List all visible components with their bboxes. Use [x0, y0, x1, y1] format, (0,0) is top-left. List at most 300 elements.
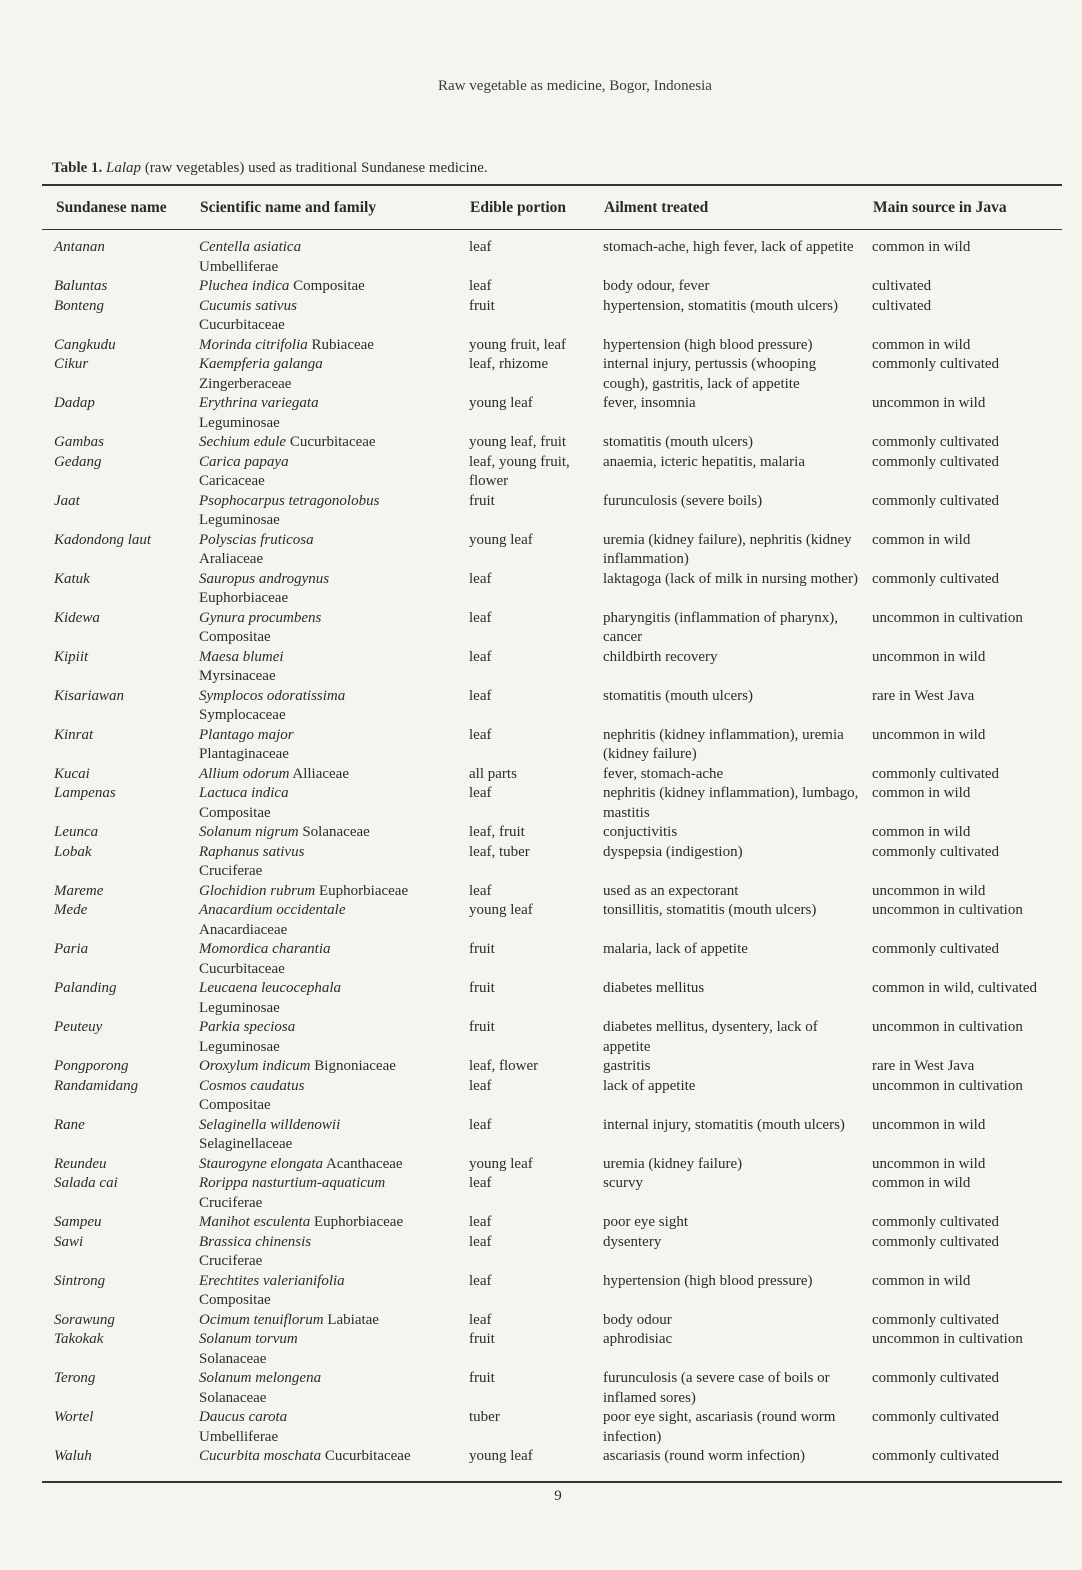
family-name: Myrsinaceae: [199, 668, 276, 684]
family-name: Solanaceae: [199, 1350, 267, 1367]
family-name: Araliaceae: [199, 551, 264, 567]
ailment-cell: used as an expectorant: [603, 882, 739, 899]
table-label: Table 1.: [52, 160, 103, 176]
sundanese-name-cell: Antanan: [54, 239, 105, 255]
family-name: Compositae: [199, 1097, 271, 1113]
edible-portion-cell: leaf, flower: [469, 1058, 539, 1074]
edible-portion-cell: fruit: [469, 1331, 495, 1347]
species-name: Parkia speciosa: [199, 1019, 296, 1035]
species-name: Manihot esculenta: [199, 1214, 311, 1230]
family-name: Leguminosae: [199, 999, 280, 1016]
sundanese-name-cell: Reundeu: [54, 1155, 107, 1172]
table-row: [0, 882, 1082, 902]
species-name: Solanum nigrum: [199, 824, 299, 840]
scientific-name-cell: [199, 453, 461, 492]
table-row: [0, 1174, 1082, 1213]
table-header: [0, 199, 1082, 221]
main-source-cell: common in wild: [872, 531, 971, 548]
ailment-cell: conjuctivitis: [603, 824, 678, 840]
family-name: Labiatae: [327, 1311, 379, 1328]
species-name: Allium odorum: [199, 765, 290, 782]
main-source-cell: uncommon in wild: [872, 1155, 986, 1172]
scientific-name-cell: [199, 1311, 461, 1331]
main-source-cell: commonly cultivated: [872, 434, 1000, 450]
table-row: [0, 940, 1082, 979]
ailment-cell: pharyngitis (inflammation of pharynx), cancer: [603, 609, 838, 645]
edible-portion-cell: young leaf: [469, 531, 533, 548]
species-name: Daucus carota: [199, 1409, 288, 1425]
main-source-cell: cultivated: [872, 278, 932, 294]
edible-portion-cell: leaf: [469, 1311, 492, 1328]
sundanese-name-cell: Kucai: [54, 765, 90, 782]
main-source-cell: commonly cultivated: [872, 1448, 1000, 1464]
scientific-name-cell: [199, 394, 461, 433]
table-row: [0, 1311, 1082, 1331]
ailment-cell: nephritis (kidney inflammation), uremia (kidney failure): [603, 726, 844, 762]
species-name: Glochidion rubrum: [199, 882, 316, 899]
table-row: [0, 843, 1082, 882]
scientific-name-cell: [199, 1174, 461, 1213]
species-name: Anacardium occidentale: [199, 902, 346, 918]
edible-portion-cell: leaf: [469, 1233, 492, 1250]
edible-portion-cell: fruit: [469, 1019, 495, 1035]
edible-portion-cell: leaf: [469, 1077, 492, 1094]
table-top-rule: [42, 184, 1062, 186]
table-row: [0, 492, 1082, 531]
table-row: [0, 1057, 1082, 1077]
scientific-name-cell: [199, 726, 461, 765]
edible-portion-cell: fruit: [469, 492, 495, 509]
table-row: [0, 1408, 1082, 1447]
table-row: [0, 648, 1082, 687]
scientific-name-cell: [199, 1408, 461, 1447]
sundanese-name-cell: Waluh: [54, 1448, 92, 1464]
main-source-cell: uncommon in cultivation: [872, 1331, 1023, 1347]
species-name: Lactuca indica: [199, 785, 289, 801]
table-row: [0, 1018, 1082, 1057]
edible-portion-cell: leaf: [469, 570, 492, 587]
ailment-cell: stomatitis (mouth ulcers): [603, 687, 753, 704]
family-name: Leguminosae: [199, 1038, 280, 1055]
sundanese-name-cell: Kisariawan: [54, 687, 125, 704]
sundanese-name-cell: Gambas: [54, 434, 105, 450]
table-bottom-rule: [42, 1481, 1062, 1483]
table-row: [0, 1155, 1082, 1175]
sundanese-name-cell: Salada cai: [54, 1175, 118, 1191]
header-main-source: Main source in Java: [873, 199, 1007, 216]
header-sundanese-name: Sundanese name: [56, 199, 167, 216]
table-row: [0, 433, 1082, 453]
ailment-cell: anaemia, icteric hepatitis, malaria: [603, 453, 805, 470]
family-name: Solanaceae: [302, 824, 370, 840]
ailment-cell: body odour, fever: [603, 278, 710, 294]
edible-portion-cell: young leaf: [469, 1155, 533, 1172]
table-row: [0, 531, 1082, 570]
ailment-cell: childbirth recovery: [603, 648, 718, 665]
sundanese-name-cell: Sorawung: [54, 1311, 115, 1328]
table-row: [0, 1272, 1082, 1311]
ailment-cell: furunculosis (a severe case of boils or inflamed sores): [603, 1370, 830, 1406]
sundanese-name-cell: Mareme: [54, 882, 104, 899]
edible-portion-cell: all parts: [469, 765, 517, 782]
family-name: Solanaceae: [199, 1389, 267, 1406]
ailment-cell: furunculosis (severe boils): [603, 492, 763, 509]
main-source-cell: common in wild: [872, 785, 971, 801]
edible-portion-cell: young fruit, leaf: [469, 336, 567, 353]
table-row: [0, 1330, 1082, 1369]
scientific-name-cell: [199, 648, 461, 687]
scientific-name-cell: [199, 277, 461, 297]
edible-portion-cell: leaf: [469, 882, 492, 899]
scientific-name-cell: [199, 433, 461, 453]
running-head: Raw vegetable as medicine, Bogor, Indonesia: [438, 78, 712, 94]
table-row: [0, 765, 1082, 785]
ailment-cell: laktagoga (lack of milk in nursing mother): [603, 570, 858, 587]
sundanese-name-cell: Paria: [54, 941, 89, 957]
scientific-name-cell: [199, 1330, 461, 1369]
scientific-name-cell: [199, 238, 461, 277]
edible-portion-cell: young leaf: [469, 395, 533, 411]
family-name: Alliaceae: [292, 765, 349, 782]
scientific-name-cell: [199, 1233, 461, 1272]
family-name: Cruciferae: [199, 863, 263, 879]
edible-portion-cell: leaf, tuber: [469, 843, 530, 860]
ailment-cell: nephritis (kidney inflammation), lumbago, mastitis: [603, 785, 859, 821]
main-source-cell: uncommon in wild: [872, 726, 986, 743]
ailment-cell: stomach-ache, high fever, lack of appetite: [603, 239, 854, 255]
table-row: [0, 453, 1082, 492]
family-name: Compositae: [293, 278, 365, 294]
sundanese-name-cell: Leunca: [54, 824, 99, 840]
table-header-rule: [42, 229, 1062, 230]
main-source-cell: common in wild: [872, 1272, 971, 1289]
table-row: [0, 1447, 1082, 1467]
sundanese-name-cell: Wortel: [54, 1409, 94, 1425]
edible-portion-cell: young leaf: [469, 902, 533, 918]
scientific-name-cell: [199, 1155, 461, 1175]
species-name: Cucurbita moschata: [199, 1448, 322, 1464]
edible-portion-cell: leaf: [469, 648, 492, 665]
family-name: Compositae: [199, 804, 271, 821]
scientific-name-cell: [199, 1116, 461, 1155]
species-name: Oroxylum indicum: [199, 1058, 311, 1074]
sundanese-name-cell: Sintrong: [54, 1272, 106, 1289]
table-row: [0, 609, 1082, 648]
header-scientific-name: Scientific name and family: [200, 199, 377, 216]
scientific-name-cell: [199, 297, 461, 336]
species-name: Momordica charantia: [199, 941, 331, 957]
sundanese-name-cell: Rane: [54, 1116, 85, 1133]
scientific-name-cell: [199, 1018, 461, 1057]
table-row: [0, 355, 1082, 394]
scientific-name-cell: [199, 901, 461, 940]
family-name: Euphorbiaceae: [313, 1214, 404, 1230]
main-source-cell: commonly cultivated: [872, 843, 1000, 860]
table-row: [0, 979, 1082, 1018]
table-body: [0, 238, 1082, 1467]
species-name: Psophocarpus tetragonolobus: [199, 492, 380, 509]
ailment-cell: diabetes mellitus, dysentery, lack of appetite: [603, 1019, 818, 1055]
table-row: [0, 1077, 1082, 1116]
edible-portion-cell: leaf: [469, 278, 492, 294]
main-source-cell: uncommon in wild: [872, 1116, 986, 1133]
main-source-cell: commonly cultivated: [872, 453, 1000, 470]
sundanese-name-cell: Lobak: [54, 843, 92, 860]
species-name: Plantago major: [199, 726, 294, 743]
table-row: [0, 394, 1082, 433]
table-caption: [52, 160, 488, 177]
ailment-cell: stomatitis (mouth ulcers): [603, 434, 753, 450]
edible-portion-cell: leaf: [469, 239, 492, 255]
species-name: Brassica chinensis: [199, 1233, 312, 1250]
table-row: [0, 1116, 1082, 1155]
main-source-cell: rare in West Java: [872, 687, 975, 704]
species-name: Sauropus androgynus: [199, 570, 330, 587]
edible-portion-cell: fruit: [469, 941, 495, 957]
main-source-cell: uncommon in cultivation: [872, 902, 1023, 918]
main-source-cell: commonly cultivated: [872, 1311, 1000, 1328]
ailment-cell: aphrodisiac: [603, 1331, 673, 1347]
sundanese-name-cell: Mede: [54, 902, 88, 918]
table-row: [0, 823, 1082, 843]
ailment-cell: dysentery: [603, 1233, 662, 1250]
header-edible-portion: Edible portion: [470, 199, 567, 216]
sundanese-name-cell: Palanding: [54, 980, 117, 996]
table-row: [0, 901, 1082, 940]
family-name: Cucurbitaceae: [199, 317, 285, 333]
main-source-cell: uncommon in cultivation: [872, 609, 1023, 626]
sundanese-name-cell: Bonteng: [54, 297, 104, 314]
table-row: [0, 687, 1082, 726]
family-name: Euphorbiaceae: [199, 590, 289, 606]
table-caption-text: (raw vegetables) used as traditional Sundanese medicine.: [141, 160, 488, 176]
species-name: Sechium edule: [199, 434, 287, 450]
ailment-cell: lack of appetite: [603, 1077, 696, 1094]
edible-portion-cell: leaf: [469, 1116, 492, 1133]
species-name: Cosmos caudatus: [199, 1077, 305, 1094]
scientific-name-cell: [199, 355, 461, 394]
family-name: Compositae: [199, 1292, 271, 1308]
species-name: Erechtites valerianifolia: [199, 1272, 345, 1289]
edible-portion-cell: leaf: [469, 1272, 492, 1289]
scientific-name-cell: [199, 1272, 461, 1311]
scientific-name-cell: [199, 1447, 461, 1467]
edible-portion-cell: leaf, fruit: [469, 824, 525, 840]
edible-portion-cell: fruit: [469, 1370, 495, 1386]
ailment-cell: poor eye sight: [603, 1214, 688, 1230]
scientific-name-cell: [199, 609, 461, 648]
species-name: Morinda citrifolia: [199, 336, 308, 353]
ailment-cell: uremia (kidney failure): [603, 1155, 743, 1172]
sundanese-name-cell: Jaat: [54, 492, 80, 509]
table-row: [0, 1369, 1082, 1408]
family-name: Zingerberaceae: [199, 375, 292, 392]
ailment-cell: internal injury, stomatitis (mouth ulcers): [603, 1116, 845, 1133]
sundanese-name-cell: Takokak: [54, 1331, 104, 1347]
scientific-name-cell: [199, 1077, 461, 1116]
ailment-cell: fever, stomach-ache: [603, 765, 724, 782]
ailment-cell: dyspepsia (indigestion): [603, 843, 743, 860]
family-name: Leguminosae: [199, 512, 280, 528]
ailment-cell: ascariasis (round worm infection): [603, 1448, 806, 1464]
edible-portion-cell: leaf: [469, 1175, 492, 1191]
family-name: Cruciferae: [199, 1194, 263, 1211]
family-name: Euphorbiaceae: [319, 882, 409, 899]
sundanese-name-cell: Cikur: [54, 356, 89, 372]
table-caption-term: Lalap: [106, 160, 142, 176]
species-name: Erythrina variegata: [199, 395, 319, 411]
edible-portion-cell: young leaf, fruit: [469, 434, 567, 450]
main-source-cell: uncommon in wild: [872, 648, 986, 665]
ailment-cell: diabetes mellitus: [603, 980, 705, 996]
main-source-cell: commonly cultivated: [872, 1370, 1000, 1386]
edible-portion-cell: fruit: [469, 297, 495, 314]
sundanese-name-cell: Peuteuy: [54, 1019, 103, 1035]
table-row: [0, 784, 1082, 823]
family-name: Compositae: [199, 629, 271, 645]
family-name: Bignoniaceae: [314, 1058, 396, 1074]
scientific-name-cell: [199, 492, 461, 531]
species-name: Solanum torvum: [199, 1331, 298, 1347]
main-source-cell: uncommon in cultivation: [872, 1019, 1023, 1035]
ailment-cell: fever, insomnia: [603, 395, 696, 411]
species-name: Raphanus sativus: [199, 843, 305, 860]
species-name: Solanum melongena: [199, 1370, 322, 1386]
species-name: Cucumis sativus: [199, 297, 297, 314]
main-source-cell: commonly cultivated: [872, 941, 1000, 957]
scientific-name-cell: [199, 765, 461, 785]
family-name: Selaginellaceae: [199, 1136, 293, 1152]
main-source-cell: common in wild, cultivated: [872, 980, 1037, 996]
sundanese-name-cell: Cangkudu: [54, 336, 116, 353]
species-name: Gynura procumbens: [199, 609, 322, 626]
scientific-name-cell: [199, 823, 461, 843]
edible-portion-cell: fruit: [469, 980, 495, 996]
family-name: Acanthaceae: [325, 1155, 403, 1172]
table-row: [0, 238, 1082, 277]
main-source-cell: uncommon in wild: [872, 395, 986, 411]
ailment-cell: poor eye sight, ascariasis (round worm infection): [603, 1409, 836, 1445]
scientific-name-cell: [199, 882, 461, 902]
main-source-cell: commonly cultivated: [872, 356, 1000, 372]
scientific-name-cell: [199, 1369, 461, 1408]
edible-portion-cell: tuber: [469, 1409, 500, 1425]
family-name: Umbelliferae: [199, 258, 279, 275]
sundanese-name-cell: Katuk: [54, 570, 90, 587]
edible-portion-cell: leaf: [469, 726, 492, 743]
sundanese-name-cell: Kipiit: [54, 648, 89, 665]
main-source-cell: commonly cultivated: [872, 765, 1000, 782]
table-row: [0, 570, 1082, 609]
scientific-name-cell: [199, 336, 461, 356]
page-number: 9: [554, 1488, 562, 1504]
species-name: Leucaena leucocephala: [199, 980, 342, 996]
species-name: Maesa blumei: [199, 648, 284, 665]
family-name: Anacardiaceae: [199, 921, 288, 938]
main-source-cell: common in wild: [872, 336, 971, 353]
header-ailment-treated: Ailment treated: [604, 199, 709, 216]
ailment-cell: body odour: [603, 1311, 672, 1328]
scientific-name-cell: [199, 940, 461, 979]
edible-portion-cell: leaf: [469, 1214, 492, 1230]
edible-portion-cell: leaf: [469, 609, 492, 626]
species-name: Ocimum tenuiflorum: [199, 1311, 324, 1328]
main-source-cell: rare in West Java: [872, 1058, 975, 1074]
ailment-cell: hypertension (high blood pressure): [603, 1272, 813, 1289]
scientific-name-cell: [199, 1057, 461, 1077]
main-source-cell: uncommon in wild: [872, 882, 986, 899]
edible-portion-cell: young leaf: [469, 1448, 533, 1464]
species-name: Symplocos odoratissima: [199, 687, 346, 704]
sundanese-name-cell: Sampeu: [54, 1214, 102, 1230]
sundanese-name-cell: Dadap: [54, 395, 95, 411]
ailment-cell: hypertension, stomatitis (mouth ulcers): [603, 297, 838, 314]
scientific-name-cell: [199, 1213, 461, 1233]
ailment-cell: tonsillitis, stomatitis (mouth ulcers): [603, 902, 817, 918]
family-name: Cruciferae: [199, 1253, 263, 1269]
table-row: [0, 277, 1082, 297]
family-name: Symplocaceae: [199, 707, 286, 723]
scientific-name-cell: [199, 843, 461, 882]
species-name: Rorippa nasturtium-aquaticum: [199, 1175, 386, 1191]
main-source-cell: common in wild: [872, 824, 971, 840]
main-source-cell: uncommon in cultivation: [872, 1077, 1023, 1094]
ailment-cell: internal injury, pertussis (whooping cough), gastritis, lack of appetite: [603, 356, 817, 392]
species-name: Polyscias fruticosa: [199, 531, 314, 548]
edible-portion-cell: leaf, young fruit, flower: [469, 453, 570, 489]
ailment-cell: scurvy: [603, 1175, 643, 1191]
sundanese-name-cell: Lampenas: [54, 785, 116, 801]
edible-portion-cell: leaf: [469, 687, 492, 704]
species-name: Carica papaya: [199, 453, 289, 470]
edible-portion-cell: leaf: [469, 785, 492, 801]
sundanese-name-cell: Terong: [54, 1370, 96, 1386]
family-name: Leguminosae: [199, 414, 280, 431]
scientific-name-cell: [199, 784, 461, 823]
scientific-name-cell: [199, 531, 461, 570]
main-source-cell: commonly cultivated: [872, 1233, 1000, 1250]
ailment-cell: uremia (kidney failure), nephritis (kidney inflammation): [603, 531, 852, 567]
family-name: Plantaginaceae: [199, 746, 289, 762]
sundanese-name-cell: Kinrat: [54, 726, 94, 743]
species-name: Pluchea indica: [199, 278, 290, 294]
species-name: Staurogyne elongata: [199, 1155, 324, 1172]
sundanese-name-cell: Baluntas: [54, 278, 108, 294]
species-name: Kaempferia galanga: [199, 356, 323, 372]
ailment-cell: gastritis: [603, 1058, 651, 1074]
main-source-cell: common in wild: [872, 1175, 971, 1191]
species-name: Centella asiatica: [199, 239, 302, 255]
main-source-cell: commonly cultivated: [872, 570, 1000, 587]
sundanese-name-cell: Gedang: [54, 453, 102, 470]
family-name: Cucurbitaceae: [289, 434, 376, 450]
scientific-name-cell: [199, 570, 461, 609]
edible-portion-cell: leaf, rhizome: [469, 356, 549, 372]
table-row: [0, 726, 1082, 765]
sundanese-name-cell: Kidewa: [54, 609, 100, 626]
species-name: Selaginella willdenowii: [199, 1116, 341, 1133]
sundanese-name-cell: Randamidang: [54, 1077, 139, 1094]
family-name: Caricaceae: [199, 473, 265, 489]
main-source-cell: cultivated: [872, 297, 932, 314]
family-name: Rubiaceae: [311, 336, 374, 353]
main-source-cell: common in wild: [872, 239, 971, 255]
scientific-name-cell: [199, 979, 461, 1018]
ailment-cell: hypertension (high blood pressure): [603, 336, 813, 353]
table-row: [0, 336, 1082, 356]
table-row: [0, 1233, 1082, 1272]
table-row: [0, 297, 1082, 336]
